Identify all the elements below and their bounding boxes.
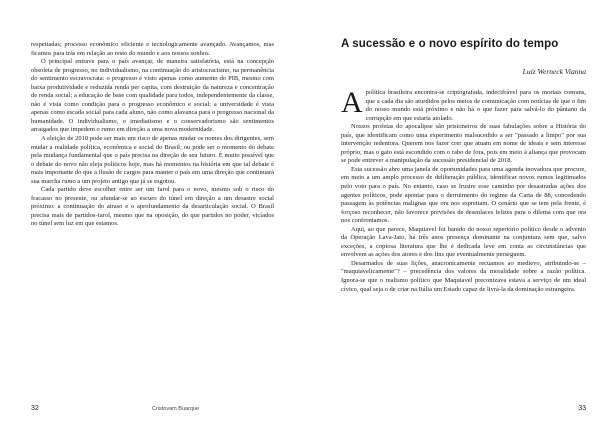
left-text-column [31,41,274,229]
drop-cap: A [341,86,363,119]
right-paragraph-2: Nossos profetas do apocalipse são prisioneiros de suas fabulações sobre a História do país, que identificam como uma experimento malsucedido a ser "passado a limpo" por sua intervenção redentora. Querem nos fazer crer que atuam em nome de ideais e sem interesse próprio, mas o gato está escondido com o rabo de fora, pois em meio à aliança que provocam se pode entrever a manipulação da sucessão presidencial de 2018. [341,123,586,165]
left-page-number: 32 [31,405,39,412]
right-page [300,0,600,439]
right-paragraph-3: Esta sucessão abre uma janela de oportunidades para uma agenda inovadora que procure, em meio a um amplo processo de deliberação pública, identificar novos rumos legitimados pelo voto para o país. No entanto, caso se frustre esse caminho por desastradas ações dos agentes políticos, pode apontar para o derruimento do regime da Carta de 88, concedendo passagem às potências malignas que ora nos espreitam. O cenário que se tem pela frente, é forçoso reconhecer, não favorece previsões de desenlaces felizes para o dilema com que ora nos confrontamos. [341,165,586,225]
left-paragraph-1: respeitadas; processo econômico eficiente e tecnologicamente avançado. Avançamos, mas ficamos para trás em relação ao resto do mundo e aos nossos sonhos. [31,41,274,57]
chapter-title: A sucessão e o novo espírito do tempo [341,38,559,50]
running-footer: Cristovam Buarque [152,406,200,412]
right-text-column [341,86,586,294]
left-paragraph-3: A eleição de 2018 pode ser mais um risco de apenas mudar os nomes dos dirigentes, sem mudar a realidade política, econômica e social do Brasil; ou pode ser o momento do debate pela mudança fundamental que o país precisa na direção de seu futuro. É muito possível que o debate do novo não eleja políticos hoje, mas há momentos na história em que tal debate é mais importante do que a ilusão de cargos para manter o país em uma direção que continuará sua marcha rumo a um projeto antigo que já se esgotou. [31,135,274,185]
left-paragraph-2: O principal entrave para o país avançar, de maneira satisfatória, está na concepção obsoleta de progresso, no individualismo, na continuação do aristocracismo, na permanência do sentimento escravocrata: o progresso é visto apenas como aumento do PIB, mesmo com baixa produtividade e reduzida renda per capita, com destruição da natureza e concentração de renda social; a educação de base com qualidade para todos, independentemente da classe, não é vista como condição para o progresso econômico e social; a universidade é vista apenas como escada social para cada aluno, não como alavanca para o progresso nacional da humanidade. O individualismo, o imediatismo e o conservadorismo são sentimentos arraigados que impedem o rumo em direção a uma nova modernidade. [31,58,274,134]
left-paragraph-4: Cada partido deve escolher entre ser um farol para o novo, mesmo sob o risco do fracasso no presente, ou afundar-se ao escuro do túnel em direção a um desastre social próximo: a continuação do atraso e o aprofundamento da desarticulação social. O Brasil precisa mais de partidos-farol, mesmo que na oposição, do que partidos no poder, vicíados no túnel sem luz em que estamos. [31,186,274,228]
right-paragraph-1 [341,86,586,123]
chapter-author: Luiz Werneck Vianna [522,67,586,76]
right-paragraph-1-text: política brasileira encontra-se criptografada, indecifrável para os mortais comuns, que a cada dia são aturdidos pelos meios de comunicação com notícias de que o fim do nosso mundo está próximo e não há o que fazer para salvá-lo do pântano da corrupção em que estaria atolado. [365,89,586,122]
right-paragraph-5: Desarmados de suas lições, anacronicamente recuamos ao medievo, atribuindo-se – "maquiavelicamente"? – precedência dos valores da moralidade sobre a razão política. Ignora-se que o realismo político que Maquiavel preconizava estava a serviço de um ideal cívico, qual seja o de criar na Itália um Estado capaz de livrá-la da dominação estrangeira. [341,259,586,293]
right-paragraph-4: Aqui, ao que parece, Maquiavel foi banido do nosso repertório político desde o advento da Operação Lava-Jato, há três anos presença dominante na conjuntura sem que, salvo exceções, a copiosa literatura que lhe é dedicada leve em conta as circunstâncias que envolvem as ações dos atores e dos fins que eventualmente perseguem. [341,225,586,259]
right-page-number: 33 [578,405,586,412]
